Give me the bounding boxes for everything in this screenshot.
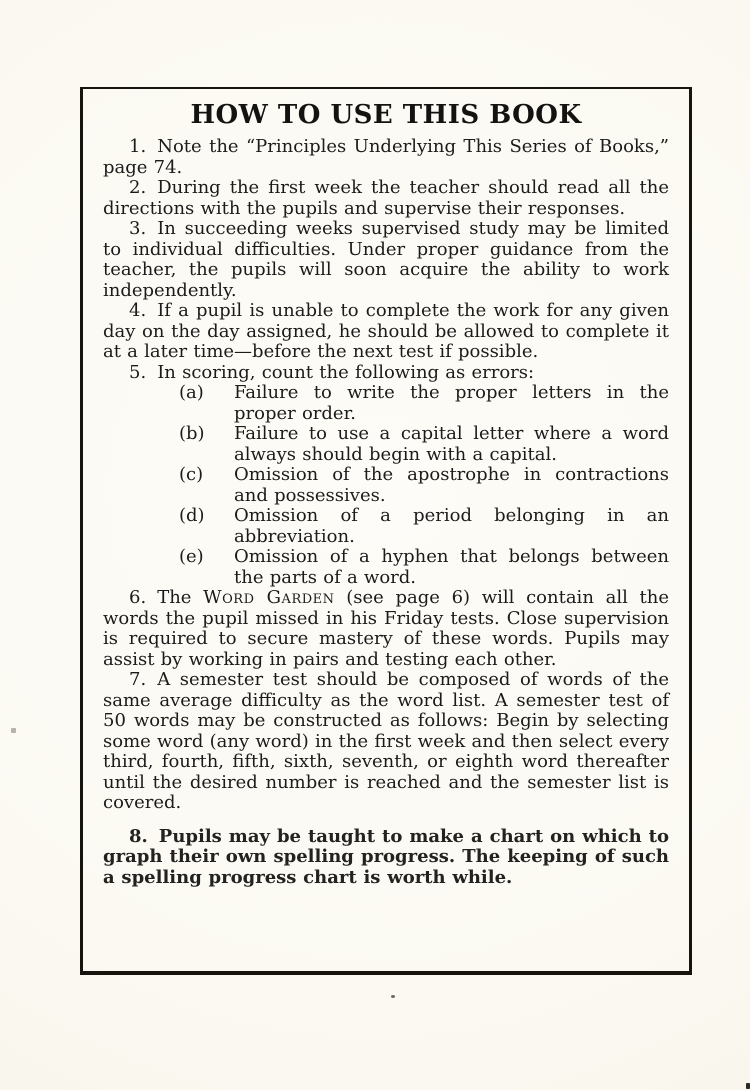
item-text: During the first week the teacher should read all the directions with the pupils and supervise their responses. <box>103 177 669 219</box>
instruction-box <box>80 87 692 975</box>
page-title: HOW TO USE THIS BOOK <box>190 100 582 130</box>
list-item-a <box>179 383 669 424</box>
instruction-item-2 <box>103 178 669 219</box>
item-number: 2. <box>129 177 147 198</box>
subitem-text: Omission of a period belonging in an abbreviation. <box>234 505 669 547</box>
subitem-label: (c) <box>179 464 204 485</box>
item-text: Note the “Principles Underlying This Series of Books,” page 74. <box>103 136 669 178</box>
instruction-item-4 <box>103 301 669 363</box>
subitem-text: Omission of the apostrophe in contractions and possessives. <box>234 464 669 506</box>
word-garden-smallcaps: Word Garden <box>203 587 335 608</box>
subitem-label: (b) <box>179 423 205 444</box>
list-item-c <box>179 465 669 506</box>
scan-speck <box>391 995 395 998</box>
subitem-label: (a) <box>179 382 204 403</box>
instruction-item-7 <box>103 670 669 814</box>
subitem-text: Failure to write the proper letters in the proper order. <box>234 382 669 424</box>
list-item-b <box>179 424 669 465</box>
instruction-item-6 <box>103 588 669 670</box>
item-number: 5. <box>129 361 147 383</box>
item-text: A semester test should be composed of words of the same average difficulty as the word list. A semester test of 50 words may be constructed as follows: Begin by selecting some word (any word) in the first week and then select every third, fourth, fifth, sixth, seventh, or eighth word thereafter until the desired number is reached and the semester list is covered. <box>103 669 669 813</box>
subitem-label: (d) <box>179 505 205 526</box>
item-text: (see page 6) will contain all the words the pupil missed in his Friday tests. Close supervision is required to secure mastery of these words. Pupils may assist by working in pairs and testing each other. <box>103 587 669 670</box>
subitem-label: (e) <box>179 546 204 567</box>
item-number: 6. <box>129 587 147 608</box>
item-number: 4. <box>129 300 147 321</box>
item-text: In succeeding weeks supervised study may be limited to individual difficulties. Under proper guidance from the teacher, the pupils will soon acquire the ability to work independently. <box>103 218 669 301</box>
item-text: The <box>157 587 204 608</box>
item-text: If a pupil is unable to complete the work for any given day on the day assigned, he should be allowed to complete it at a later time—before the next test if possible. <box>103 300 669 362</box>
subitem-text: Omission of a hyphen that belongs between the parts of a word. <box>234 546 669 588</box>
instruction-item-8 <box>103 827 669 889</box>
scoring-error-list <box>103 383 669 588</box>
list-item-e <box>179 547 669 588</box>
item-number: 1. <box>129 136 147 157</box>
item-text: In scoring, count the following as errors: <box>157 361 535 383</box>
subitem-text: Failure to use a capital letter where a word always should begin with a capital. <box>234 423 669 465</box>
scan-speck <box>11 728 16 733</box>
instruction-item-3 <box>103 219 669 301</box>
list-item-d <box>179 506 669 547</box>
scan-speck <box>746 1083 750 1089</box>
instruction-item-1 <box>103 137 669 178</box>
item-text: Pupils may be taught to make a chart on which to graph their own spelling progress. The keeping of such a spelling progress chart is worth while. <box>103 825 669 888</box>
instruction-item-5 <box>103 363 669 384</box>
item-number: 7. <box>129 669 147 690</box>
item-number: 8. <box>129 825 148 847</box>
item-number: 3. <box>129 218 147 239</box>
